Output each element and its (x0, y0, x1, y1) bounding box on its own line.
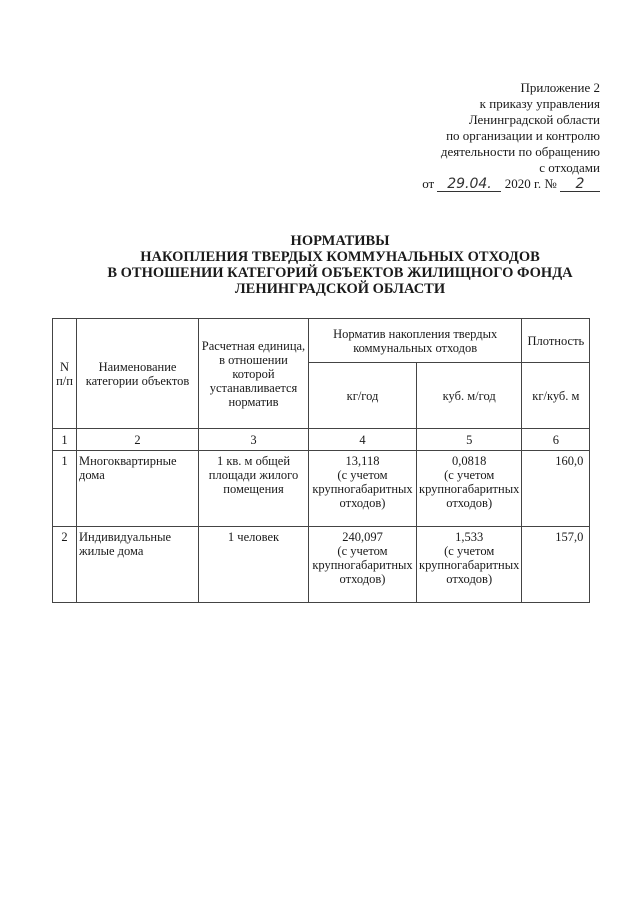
column-index: 1 (53, 429, 77, 451)
order-year: 2020 г. № (504, 176, 557, 191)
title-line-2: НАКОПЛЕНИЯ ТВЕРДЫХ КОММУНАЛЬНЫХ ОТХОДОВ (140, 249, 540, 265)
column-index: 3 (199, 429, 309, 451)
header-unit: Расчетная единица, в отношении которой устанавливается норматив (199, 319, 309, 429)
row-num: 2 (53, 527, 77, 603)
department-line-1: по организации и контролю (446, 128, 600, 143)
title-line-3: В ОТНОШЕНИИ КАТЕГОРИЙ ОБЪЕКТОВ ЖИЛИЩНОГО ФОНДА (107, 265, 573, 281)
header-m3-year: куб. м/год (417, 363, 522, 429)
row-density: 157,0 (522, 527, 590, 603)
document-title (40, 233, 640, 297)
kg-year-value: 13,118 (345, 454, 380, 468)
norms-table (52, 318, 590, 603)
column-index: 5 (417, 429, 522, 451)
row-unit: 1 человек (199, 527, 309, 603)
row-category-name: Индивидуальные жилые дома (77, 527, 199, 603)
department-line-2: деятельности по обращению (440, 144, 600, 159)
table-header-row (53, 319, 590, 363)
row-num: 1 (53, 451, 77, 527)
appendix-label: Приложение 2 (520, 80, 600, 95)
order-date-handwritten: 29.04. (437, 177, 501, 192)
table-row (53, 451, 590, 527)
title-line-4: ЛЕНИНГРАДСКОЙ ОБЛАСТИ (234, 281, 446, 297)
kg-year-value: 240,097 (342, 530, 383, 544)
header-kg-m3: кг/куб. м (522, 363, 590, 429)
header-density: Плотность (522, 319, 590, 363)
row-unit: 1 кв. м общей площади жилого помещения (199, 451, 309, 527)
row-kg-year (309, 527, 417, 603)
header-norm-group: Норматив накопления твердых коммунальных отходов (309, 319, 522, 363)
region-line: Ленинградской области (468, 112, 600, 127)
kg-year-note: (с учетом крупногабаритных отходов) (312, 468, 413, 510)
m3-year-value: 0,0818 (452, 454, 487, 468)
column-index-row (53, 429, 590, 451)
row-category-name: Многоквартирные дома (77, 451, 199, 527)
header-num: N п/п (53, 319, 77, 429)
m3-year-note: (с учетом крупногабаритных отходов) (419, 468, 520, 510)
table-row (53, 527, 590, 603)
column-index: 6 (522, 429, 590, 451)
department-line-3: с отходами (539, 160, 600, 175)
column-index: 2 (77, 429, 199, 451)
order-reference-line: к приказу управления (479, 96, 600, 111)
m3-year-value: 1,533 (455, 530, 484, 544)
m3-year-note: (с учетом крупногабаритных отходов) (419, 544, 520, 586)
header-kg-year: кг/год (309, 363, 417, 429)
row-density: 160,0 (522, 451, 590, 527)
order-prefix: от (422, 176, 435, 191)
kg-year-note: (с учетом крупногабаритных отходов) (312, 544, 413, 586)
column-index: 4 (309, 429, 417, 451)
row-m3-year (417, 451, 522, 527)
appendix-header (340, 80, 600, 192)
order-number-handwritten: 2 (560, 177, 600, 192)
title-line-1: НОРМАТИВЫ (290, 233, 390, 249)
order-date-line (340, 176, 600, 192)
row-kg-year (309, 451, 417, 527)
row-m3-year (417, 527, 522, 603)
header-name: Наименование категории объектов (77, 319, 199, 429)
